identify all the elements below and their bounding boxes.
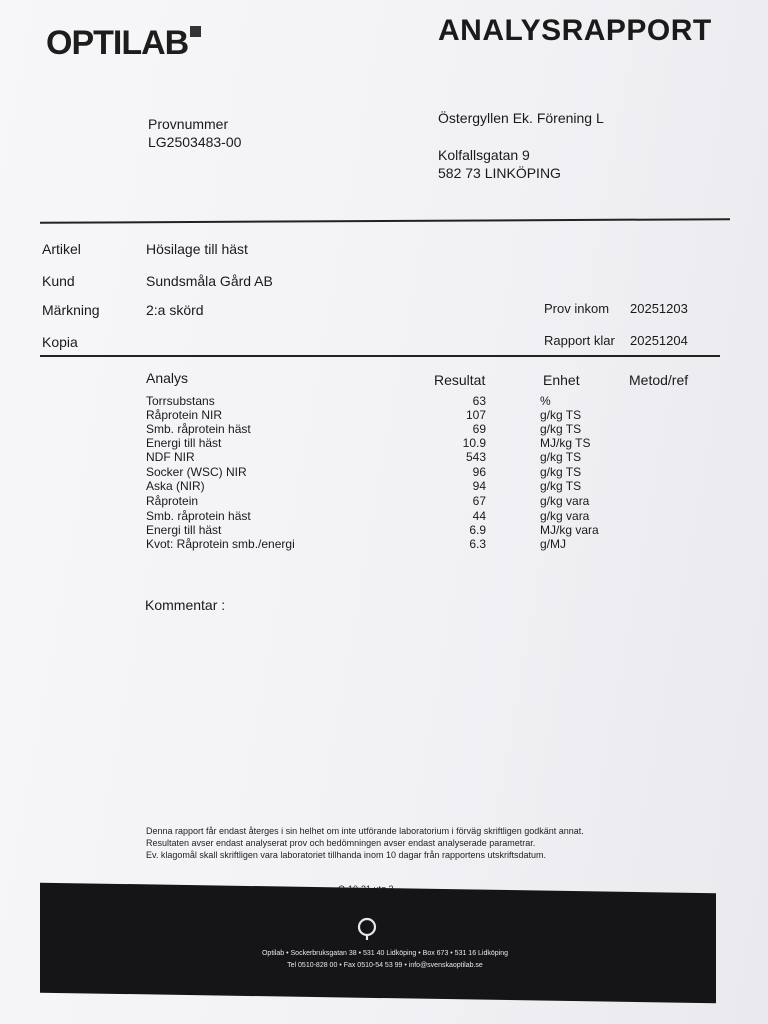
- column-header-metod: Metod/ref: [629, 372, 689, 388]
- table-row: [146, 450, 706, 464]
- table-row: [146, 394, 706, 408]
- analysis-unit: g/kg TS: [540, 408, 582, 422]
- prov-inkom-value: 20251203: [630, 301, 688, 316]
- analysis-name: Kvot: Råprotein smb./energi: [146, 537, 295, 551]
- disclaimer-line-3: Ev. klagomål skall skriftligen vara laboratoriet tillhanda inom 10 dagar från rapportens utskriftsdatum.: [146, 850, 547, 860]
- analysis-result: 67: [472, 494, 486, 508]
- analysis-unit: g/kg TS: [540, 450, 582, 464]
- table-row: [146, 479, 706, 493]
- analysis-unit: g/MJ: [540, 537, 567, 551]
- analysis-result: 94: [472, 479, 486, 493]
- analysis-result: 543: [465, 450, 486, 464]
- analysis-name: Torrsubstans: [146, 394, 215, 408]
- table-row: [146, 408, 706, 422]
- analysis-unit: %: [540, 394, 551, 408]
- disclaimer-line-2: Resultaten avser endast analyserat prov och bedömningen avser endast analyserade parametrar.: [146, 838, 536, 848]
- analysis-result: 10.9: [462, 436, 486, 450]
- table-row: [146, 509, 706, 523]
- analysis-name: Energi till häst: [146, 436, 222, 450]
- analysis-result: 96: [472, 465, 486, 479]
- analysis-unit: g/kg vara: [540, 494, 590, 508]
- disclaimer-line-1: Denna rapport får endast återges i sin helhet om inte utförande laboratorium i förväg skriftligen godkänt annat.: [146, 826, 584, 836]
- sample-number-label: Provnummer: [148, 116, 229, 132]
- optilab-logo: OPTILAB: [46, 24, 201, 63]
- logo-mark-icon: [190, 26, 201, 37]
- analysis-name: Smb. råprotein häst: [146, 509, 251, 523]
- artikel-value: Hösilage till häst: [146, 241, 248, 257]
- table-row: [146, 436, 706, 450]
- table-row: [146, 422, 706, 436]
- column-header-analys: Analys: [146, 370, 189, 386]
- footer-address: Optilab • Sockerbruksgatan 38 • 531 40 Lidköping • Box 673 • 531 16 Lidköping: [261, 950, 509, 957]
- analysis-result: 69: [472, 422, 486, 436]
- analysis-result: 6.3: [469, 537, 486, 551]
- column-header-enhet: Enhet: [543, 372, 580, 388]
- analysis-unit: g/kg TS: [540, 465, 582, 479]
- markning-value: 2:a skörd: [146, 302, 204, 318]
- sample-number-value: LG2503483-00: [148, 134, 242, 150]
- analysis-name: Socker (WSC) NIR: [146, 465, 247, 479]
- table-row: [146, 537, 706, 551]
- analysis-unit: g/kg vara: [540, 509, 590, 523]
- analysis-unit: MJ/kg TS: [540, 436, 591, 450]
- recipient-name: Östergyllen Ek. Förening L: [438, 110, 604, 126]
- table-row: [146, 465, 706, 479]
- analysis-name: Energi till häst: [146, 523, 222, 537]
- analysis-result: 107: [465, 408, 486, 422]
- column-header-resultat: Resultat: [434, 372, 486, 388]
- analysis-name: Råprotein: [146, 494, 199, 508]
- table-row: [146, 494, 706, 508]
- kund-label: Kund: [42, 273, 75, 289]
- optilab-footer-logo-icon: [355, 917, 379, 941]
- analysis-result: 44: [472, 509, 486, 523]
- prov-inkom-label: Prov inkom: [544, 301, 610, 316]
- footer-bar: [40, 883, 716, 1004]
- comment-label: Kommentar :: [145, 597, 226, 613]
- analysis-unit: g/kg TS: [540, 479, 582, 493]
- rapport-klar-label: Rapport klar: [544, 333, 615, 348]
- footer-contact: Tel 0510-828 00 • Fax 0510-54 53 99 • info@svenskaoptilab.se: [287, 962, 483, 969]
- analysis-name: NDF NIR: [146, 450, 195, 464]
- recipient-street: Kolfallsgatan 9: [438, 147, 530, 163]
- recipient-city: 582 73 LINKÖPING: [438, 165, 561, 181]
- rapport-klar-value: 20251204: [630, 333, 688, 348]
- artikel-label: Artikel: [42, 241, 81, 257]
- analysis-unit: g/kg TS: [540, 422, 582, 436]
- report-title: ANALYSRAPPORT: [438, 14, 712, 47]
- analysis-name: Aska (NIR): [146, 479, 205, 493]
- markning-label: Märkning: [42, 302, 100, 318]
- analysis-result: 63: [472, 394, 486, 408]
- analysis-name: Smb. råprotein häst: [146, 422, 251, 436]
- table-row: [146, 523, 706, 537]
- kopia-label: Kopia: [42, 334, 78, 350]
- divider-middle: [40, 355, 720, 357]
- analysis-unit: MJ/kg vara: [540, 523, 599, 537]
- kund-value: Sundsmåla Gård AB: [146, 273, 273, 289]
- analysis-name: Råprotein NIR: [146, 408, 223, 422]
- analysis-result: 6.9: [469, 523, 486, 537]
